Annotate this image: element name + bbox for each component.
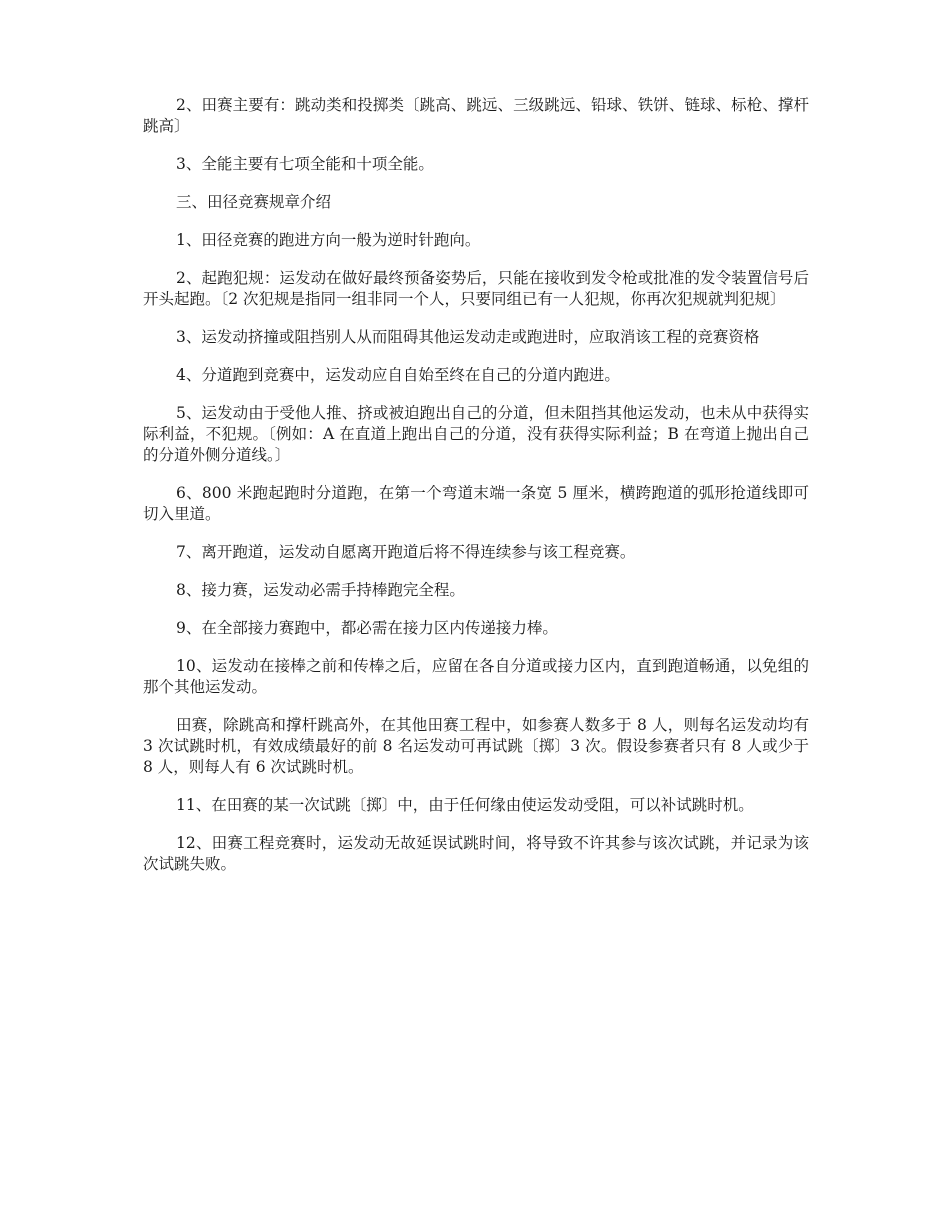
paragraph-field-trials: 田赛，除跳高和撑杆跳高外，在其他田赛工程中，如参赛人数多于 8 人，则每名运发动均有 3 次试跳时机，有效成绩最好的前 8 名运发动可再试跳〔掷〕3 次。假设参赛者只有 8 人或少于 8 人，则每人有 6 次试跳时机。	[143, 716, 809, 776]
paragraph-rule-11: 11、在田赛的某一次试跳〔掷〕中，由于任何缘由使运发动受阻，可以补试跳时机。	[176, 796, 754, 814]
paragraph-combined-events: 3、全能主要有七项全能和十项全能。	[176, 155, 434, 173]
paragraph-rule-7: 7、离开跑道，运发动自愿离开跑道后将不得连续参与该工程竞赛。	[176, 543, 636, 561]
paragraph-rule-12: 12、田赛工程竞赛时，运发动无故延误试跳时间，将导致不许其参与该次试跳，并记录为该次试跳失败。	[143, 834, 809, 873]
paragraph-rule-4: 4、分道跑到竞赛中，运发动应自自始至终在自己的分道内跑进。	[176, 366, 620, 384]
document-body	[143, 95, 809, 892]
paragraph-rule-8: 8、接力赛，运发动必需手持棒跑完全程。	[176, 581, 465, 599]
paragraph-rule-9: 9、在全部接力赛跑中，都必需在接力区内传递接力棒。	[176, 619, 558, 637]
paragraph-rule-6: 6、800 米跑起跑时分道跑，在第一个弯道末端一条宽 5 厘米，横跨跑道的弧形抢道线即可切入里道。	[143, 484, 809, 523]
paragraph-rule-3: 3、运发动挤撞或阻挡别人从而阻碍其他运发动走或跑进时，应取消该工程的竞赛资格	[176, 328, 760, 346]
paragraph-rule-2: 2、起跑犯规：运发动在做好最终预备姿势后，只能在接收到发令枪或批准的发令装置信号后开头起跑。〔2 次犯规是指同一组非同一个人，只要同组已有一人犯规，你再次犯规就判犯规〕	[143, 269, 809, 308]
paragraph-rule-10: 10、运发动在接棒之前和传棒之后，应留在各自分道或接力区内，直到跑道畅通，以免组的那个其他运发动。	[143, 657, 809, 696]
paragraph-field-events: 2、田赛主要有：跳动类和投掷类〔跳高、跳远、三级跳远、铅球、铁饼、链球、标枪、撑杆跳高〕	[143, 96, 809, 135]
section-heading-rules: 三、田径竞赛规章介绍	[176, 193, 332, 211]
paragraph-rule-1: 1、田径竞赛的跑进方向一般为逆时针跑向。	[176, 231, 481, 249]
paragraph-rule-5: 5、运发动由于受他人推、挤或被迫跑出自己的分道，但未阻挡其他运发动，也未从中获得实际利益，不犯规。〔例如：A 在直道上跑出自己的分道，没有获得实际利益；B 在弯道上抛出自己的分道外侧分道线。〕	[143, 404, 809, 464]
